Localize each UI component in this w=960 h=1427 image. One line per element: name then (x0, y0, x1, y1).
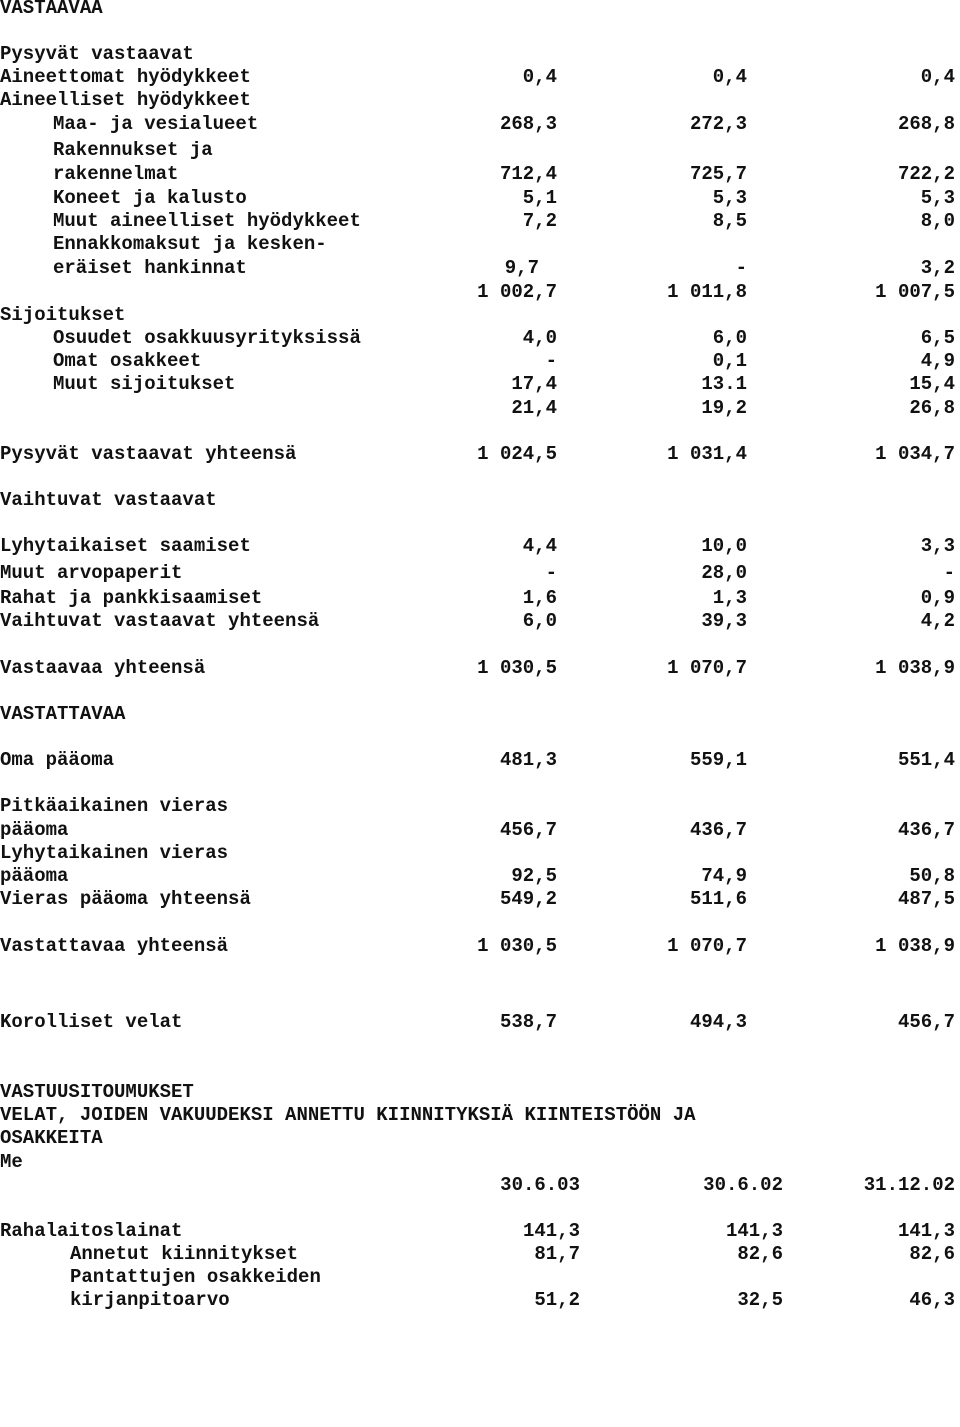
table-row (0, 1220, 960, 1243)
row-label-line1: Lyhytaikainen vieras (0, 842, 229, 864)
row-label: Oma pääoma (0, 749, 115, 771)
unit-label: Me (0, 1151, 23, 1173)
value-col-1: 268,3 (499, 113, 557, 135)
subtotal-row (0, 281, 960, 304)
row-label: eräiset hankinnat (53, 257, 247, 279)
value-col-3: 1 038,9 (875, 657, 955, 679)
assets-heading-row (0, 0, 960, 20)
value-col-1: - (545, 562, 557, 584)
value-col-1: 9,7 (504, 257, 539, 279)
value-col-1: 17,4 (511, 373, 557, 395)
value-col-2: 1 031,4 (667, 443, 747, 465)
value-col-2: - (735, 257, 747, 279)
value-col-3: 26,8 (909, 397, 955, 419)
value-col-2: 13.1 (701, 373, 747, 395)
value-col-2: 494,3 (689, 1011, 747, 1033)
row-label: Muut arvopaperit (0, 562, 183, 584)
table-row (0, 66, 960, 89)
value-col-2: 141,3 (725, 1220, 783, 1242)
current-heading-row (0, 489, 960, 512)
value-col-2: 5,3 (712, 187, 747, 209)
row-label-line1: Rakennukset ja (53, 139, 213, 161)
row-label: kirjanpitoarvo (70, 1289, 230, 1311)
value-col-2: 1 070,7 (667, 935, 747, 957)
value-col-3: 0,9 (920, 587, 955, 609)
value-col-1: 4,0 (522, 327, 557, 349)
value-col-3: 268,8 (897, 113, 955, 135)
label-continuation-row (0, 139, 960, 162)
value-col-1: 481,3 (499, 749, 557, 771)
value-col-3: 3,3 (920, 535, 955, 557)
value-col-1: 1 030,5 (477, 657, 557, 679)
row-label: Korolliset velat (0, 1011, 183, 1033)
tangible-assets-heading: Aineelliset hyödykkeet (0, 89, 251, 111)
value-col-3: 722,2 (897, 163, 955, 185)
value-col-3: 4,2 (920, 610, 955, 632)
table-row (0, 1289, 960, 1312)
value-col-3: 456,7 (897, 1011, 955, 1033)
subtotal-row (0, 397, 960, 420)
table-row (0, 562, 960, 585)
row-label: Vastattavaa yhteensä (0, 935, 229, 957)
value-col-3: 436,7 (897, 819, 955, 841)
row-label: rakennelmat (53, 163, 179, 185)
value-col-3: 82,6 (909, 1243, 955, 1265)
table-row (0, 1011, 960, 1034)
value-col-2: 19,2 (701, 397, 747, 419)
liabilities-heading: VASTATTAVAA (0, 703, 126, 725)
table-row (0, 587, 960, 610)
row-label: Pysyvät vastaavat yhteensä (0, 443, 297, 465)
value-col-1: 549,2 (499, 888, 557, 910)
value-col-2: 559,1 (689, 749, 747, 771)
value-col-1: 538,7 (499, 1011, 557, 1033)
value-col-3: 141,3 (897, 1220, 955, 1242)
date-col-1: 30.6.03 (500, 1174, 580, 1196)
value-col-3: 3,2 (920, 257, 955, 279)
commitments-subheading: VELAT, JOIDEN VAKUUDEKSI ANNETTU KIINNITYKSIÄ KIINTEISTÖÖN JA (0, 1104, 696, 1126)
row-label: Annetut kiinnitykset (70, 1243, 299, 1265)
value-col-2: 39,3 (701, 610, 747, 632)
value-col-3: 0,4 (920, 66, 955, 88)
value-col-1: 1,6 (522, 587, 557, 609)
row-label-line1: Ennakkomaksut ja kesken- (53, 233, 327, 255)
date-col-2: 30.6.02 (703, 1174, 783, 1196)
investments-heading: Sijoitukset (0, 304, 126, 326)
value-col-3: 551,4 (897, 749, 955, 771)
label-continuation-row (0, 233, 960, 256)
value-col-3: 1 034,7 (875, 443, 955, 465)
value-col-1: 21,4 (511, 397, 557, 419)
value-col-1: - (545, 350, 557, 372)
row-label: Rahalaitoslainat (0, 1220, 183, 1242)
row-label: Aineettomat hyödykkeet (0, 66, 251, 88)
value-col-3: 15,4 (909, 373, 955, 395)
assets-heading: VASTAAVAA (0, 0, 103, 19)
non-current-assets-heading: Pysyvät vastaavat (0, 43, 194, 65)
value-col-2: 32,5 (737, 1289, 783, 1311)
row-label-line1: Pitkäaikainen vieras (0, 795, 229, 817)
date-col-3: 31.12.02 (863, 1174, 955, 1196)
unit-row (0, 1151, 960, 1174)
table-row (0, 163, 960, 186)
table-row (0, 113, 960, 136)
commitments-heading: VASTUUSITOUMUKSET (0, 1081, 194, 1103)
value-col-2: 28,0 (701, 562, 747, 584)
row-label: Muut aineelliset hyödykkeet (53, 210, 361, 232)
value-col-2: 6,0 (712, 327, 747, 349)
total-row (0, 610, 960, 633)
value-col-2: 436,7 (689, 819, 747, 841)
row-label: Maa- ja vesialueet (53, 113, 259, 135)
value-col-1: 4,4 (522, 535, 557, 557)
value-col-1: 81,7 (534, 1243, 580, 1265)
label-continuation-row (0, 1266, 960, 1289)
value-col-1: 712,4 (499, 163, 557, 185)
grand-total-row (0, 657, 960, 680)
table-row (0, 749, 960, 772)
row-label: Muut sijoitukset (53, 373, 236, 395)
value-col-3: - (943, 562, 955, 584)
row-label: Vastaavaa yhteensä (0, 657, 206, 679)
row-label: Rahat ja pankkisaamiset (0, 587, 263, 609)
value-col-3: 50,8 (909, 865, 955, 887)
value-col-2: 8,5 (712, 210, 747, 232)
table-row (0, 187, 960, 210)
value-col-3: 8,0 (920, 210, 955, 232)
total-row (0, 888, 960, 911)
value-col-1: 5,1 (522, 187, 557, 209)
grand-total-row (0, 935, 960, 958)
label-continuation-row (0, 795, 960, 818)
value-col-3: 1 007,5 (875, 281, 955, 303)
value-col-2: 1,3 (712, 587, 747, 609)
value-col-3: 5,3 (920, 187, 955, 209)
value-col-1: 0,4 (522, 66, 557, 88)
table-row (0, 210, 960, 233)
commitments-subheading-row (0, 1104, 960, 1127)
commitments-subheading-line2: OSAKKEITA (0, 1127, 103, 1149)
table-row (0, 535, 960, 558)
commitments-heading-row (0, 1081, 960, 1104)
current-assets-heading: Vaihtuvat vastaavat (0, 489, 217, 511)
table-row (0, 257, 960, 280)
value-col-3: 46,3 (909, 1289, 955, 1311)
value-col-1: 7,2 (522, 210, 557, 232)
table-row (0, 865, 960, 888)
non-current-heading-row (0, 43, 960, 66)
tangible-heading-row (0, 89, 960, 112)
label-continuation-row (0, 842, 960, 865)
value-col-2: 0,1 (712, 350, 747, 372)
value-col-1: 141,3 (522, 1220, 580, 1242)
row-label: Vieras pääoma yhteensä (0, 888, 251, 910)
table-row (0, 350, 960, 373)
table-row (0, 819, 960, 842)
value-col-1: 92,5 (511, 865, 557, 887)
row-label: Lyhytaikaiset saamiset (0, 535, 251, 557)
row-label: Osuudet osakkuusyrityksissä (53, 327, 361, 349)
table-row (0, 1243, 960, 1266)
value-col-2: 74,9 (701, 865, 747, 887)
total-row (0, 443, 960, 466)
row-label: Vaihtuvat vastaavat yhteensä (0, 610, 320, 632)
value-col-1: 6,0 (522, 610, 557, 632)
value-col-2: 1 070,7 (667, 657, 747, 679)
commitments-subheading-row (0, 1127, 960, 1150)
value-col-2: 725,7 (689, 163, 747, 185)
value-col-3: 4,9 (920, 350, 955, 372)
date-header-row (0, 1174, 960, 1197)
value-col-1: 456,7 (499, 819, 557, 841)
value-col-3: 6,5 (920, 327, 955, 349)
table-row (0, 373, 960, 396)
value-col-2: 82,6 (737, 1243, 783, 1265)
value-col-2: 272,3 (689, 113, 747, 135)
liabilities-heading-row (0, 703, 960, 726)
value-col-2: 1 011,8 (667, 281, 747, 303)
row-label: Koneet ja kalusto (53, 187, 247, 209)
row-label: pääoma (0, 819, 69, 841)
value-col-3: 1 038,9 (875, 935, 955, 957)
value-col-1: 1 002,7 (477, 281, 557, 303)
row-label: Omat osakkeet (53, 350, 202, 372)
row-label-line1: Pantattujen osakkeiden (70, 1266, 321, 1288)
value-col-2: 0,4 (712, 66, 747, 88)
value-col-3: 487,5 (897, 888, 955, 910)
value-col-2: 511,6 (689, 888, 747, 910)
row-label: pääoma (0, 865, 69, 887)
table-row (0, 327, 960, 350)
investments-heading-row (0, 304, 960, 327)
value-col-2: 10,0 (701, 535, 747, 557)
value-col-1: 1 024,5 (477, 443, 557, 465)
value-col-1: 1 030,5 (477, 935, 557, 957)
value-col-1: 51,2 (534, 1289, 580, 1311)
